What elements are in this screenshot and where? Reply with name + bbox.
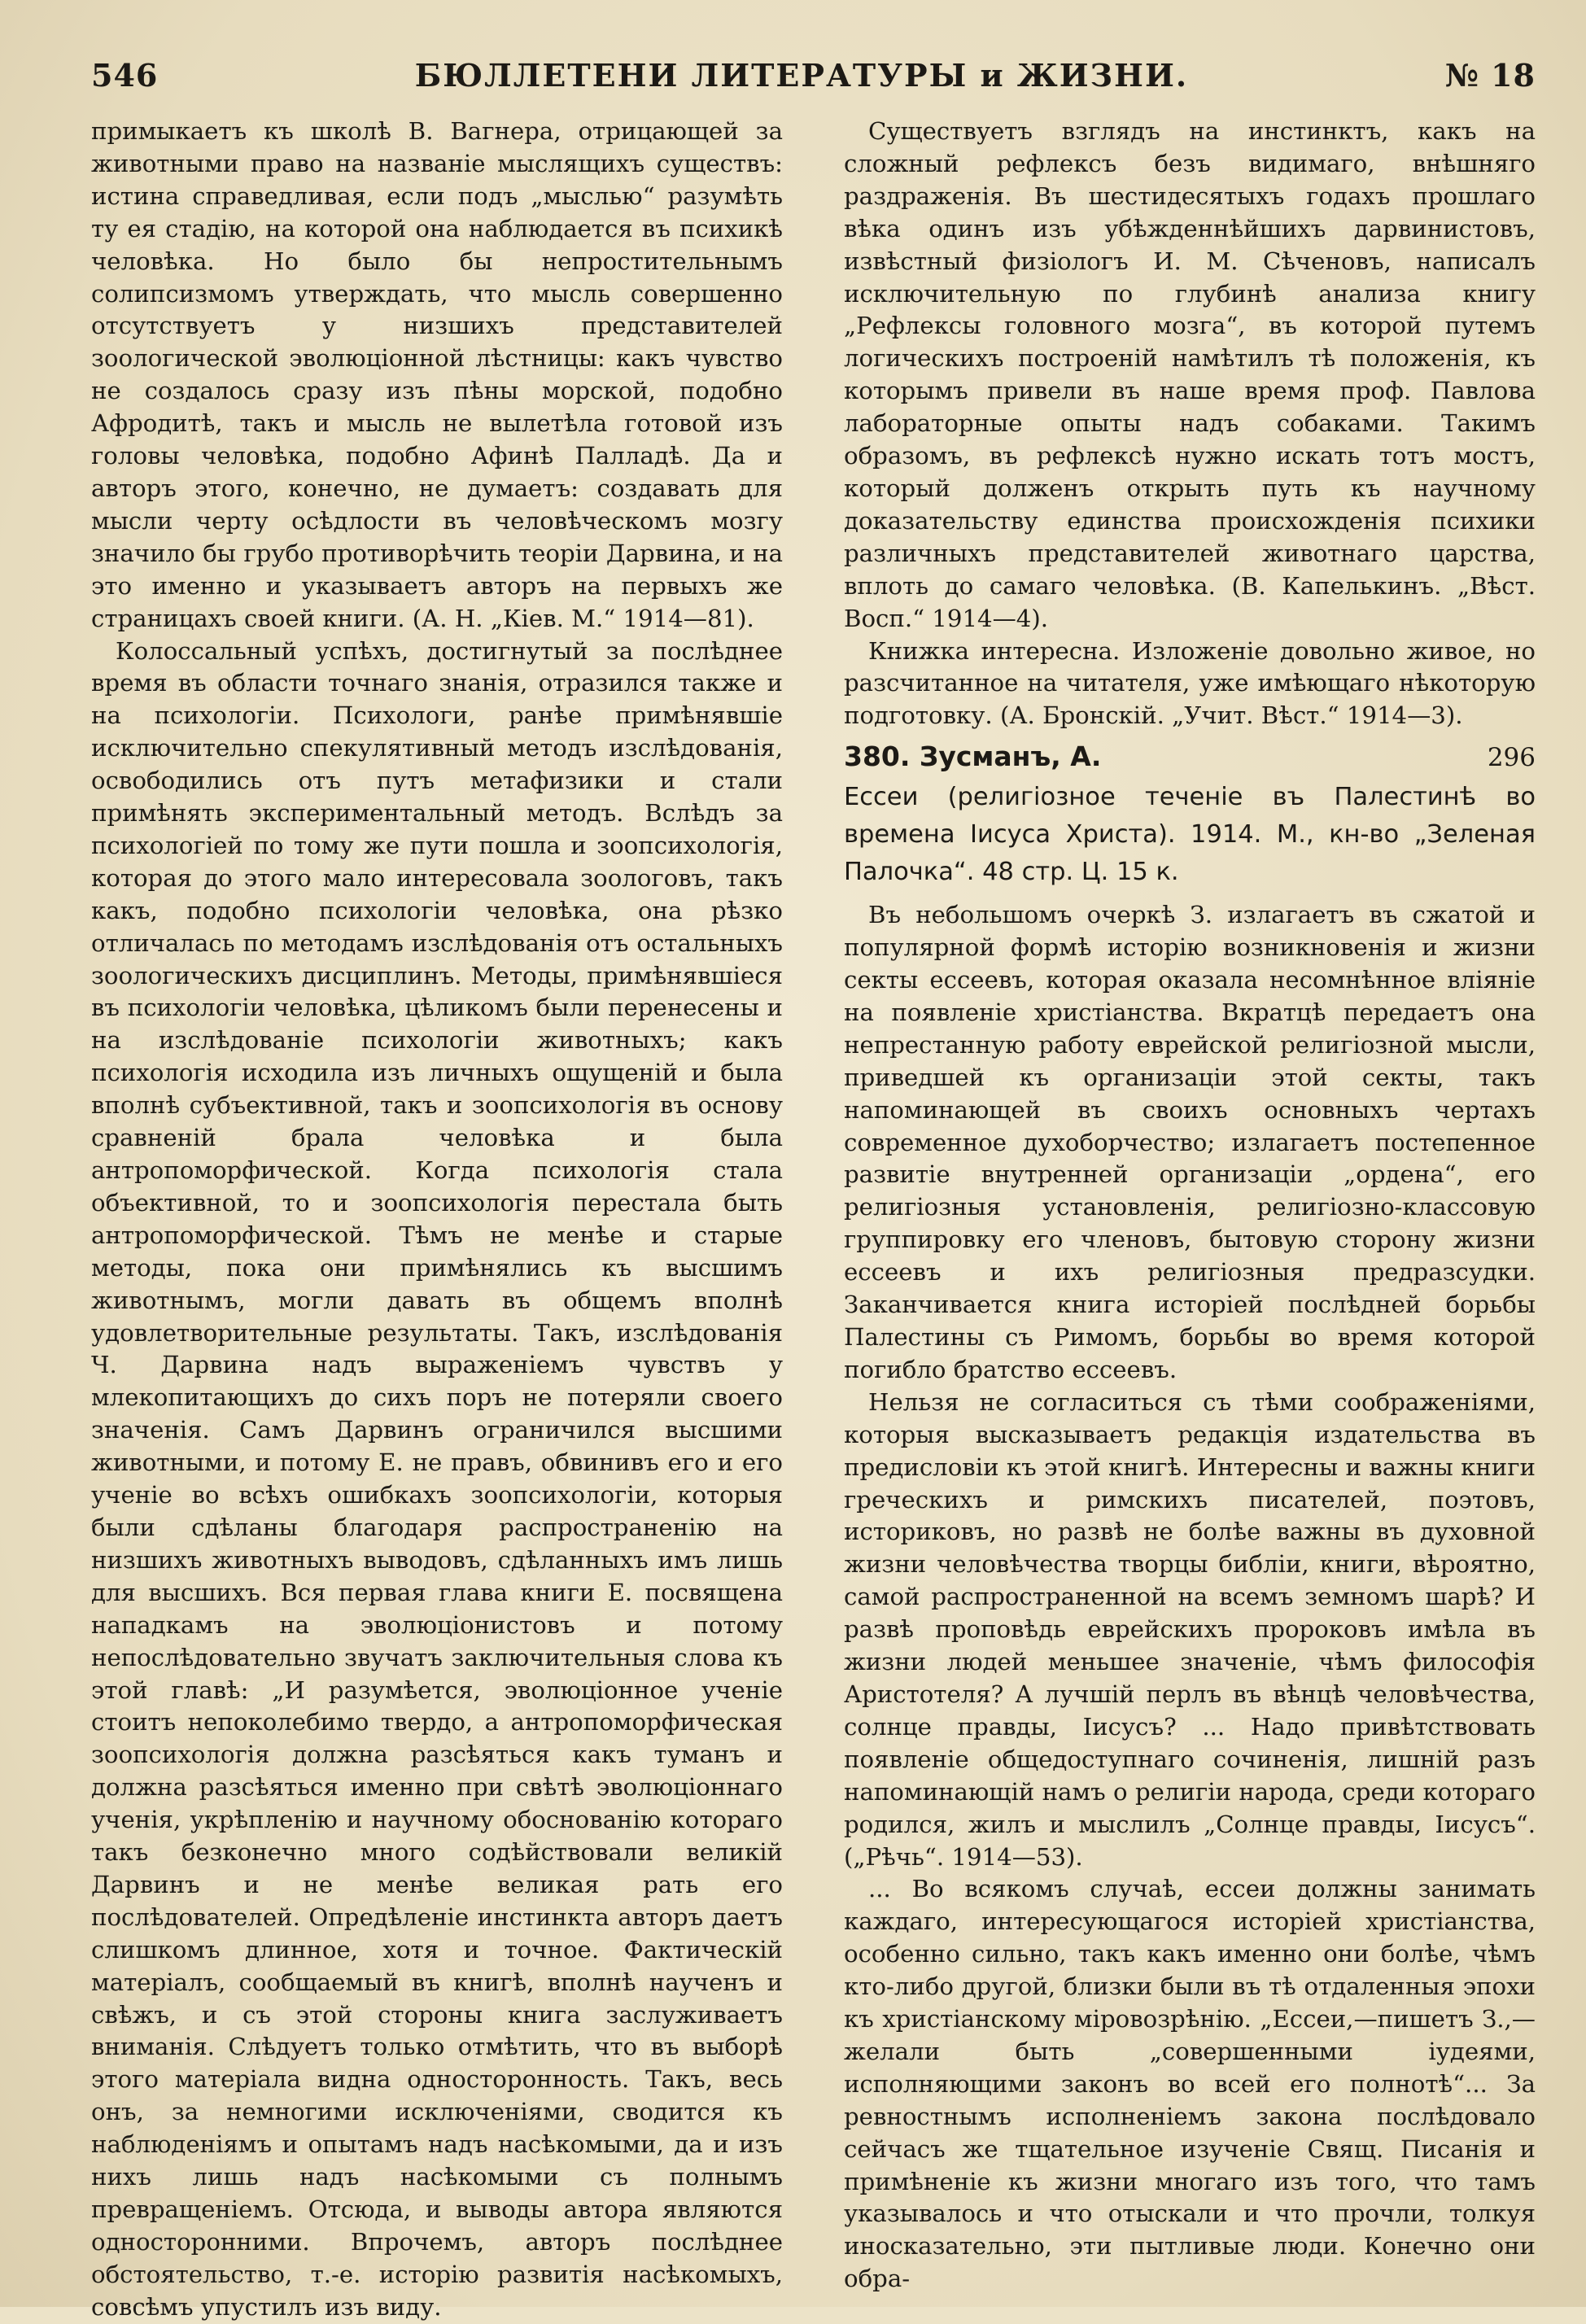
left-paragraph-2: Колоссальный успѣхъ, достигнутый за послѣднее время въ области точнаго знанія, отразился также и на психологіи. Психологи, ранѣе примѣнявшіе исключительно спекулятивный методъ изслѣдованія, освободились отъ путъ метафизики и стали примѣнять экспериментальный методъ. Вслѣдъ за психологіей по тому же пути пошла и зоопсихологія, которая до этого мало интересовала зоологовъ, такъ какъ, подобно психологіи человѣка, она рѣзко отличалась по методамъ изслѣдованія отъ остальныхъ зоологическихъ дисциплинъ. Методы, примѣнявшіеся въ психологіи человѣка, цѣликомъ были перенесены и на изслѣдованіе психологіи животныхъ; какъ психологія исходила изъ личныхъ ощущеній и была вполнѣ субъективной, такъ и зоопсихологія въ основу сравненій брала человѣка и была антропоморфической. Когда психологія стала объективной, то и зоопсихологія перестала быть антропоморфической. Тѣмъ не менѣе и старые методы, пока они примѣнялись къ высшимъ животнымъ, могли давать въ общемъ вполнѣ удовлетворительные результаты. Такъ, изслѣдованія Ч. Дарвина надъ выраженіемъ чувствъ у млекопитающихъ до сихъ поръ не потеряли своего значенія. Самъ Дарвинъ ограничился высшими животными, и потому Е. не правъ, обвинивъ его и его ученіе во всѣхъ ошибкахъ зоопсихологіи, которыя были сдѣланы благодаря распространенію на низшихъ животныхъ выводовъ, сдѣланныхъ имъ лишь для высшихъ. Вся первая глава книги Е. посвящена нападкамъ на эволюціонистовъ и потому непослѣдовательно звучатъ заключительныя слова къ этой главѣ: „И разумѣется, эволюціонное ученіе стоитъ непоколебимо твердо, а антропоморфическая зоопсихологія должна разсѣяться какъ туманъ и должна разсѣяться именно при свѣтѣ эволюціоннаго ученія, укрѣпленію и научному обоснованію котораго такъ безконечно много содѣйствовали великій Дарвинъ и не менѣе великая рать его послѣдователей. Опредѣленіе инстинкта авторъ даетъ слишкомъ длинное, хотя и точное. Фактическій матеріалъ, сообщаемый въ книгѣ, вполнѣ наученъ и свѣжъ, и съ этой стороны книга заслуживаетъ вниманія. Слѣдуетъ только отмѣтить, что въ выборѣ этого матеріала видна односторонность. Такъ, весь онъ, за немногими исключеніями, сводится къ наблюденіямъ и опытамъ надъ насѣкомыми, да и изъ нихъ лишь надъ насѣкомыми съ полнымъ превращеніемъ. Отсюда, и выводы автора являются односторонними. Впрочемъ, авторъ послѣднее обстоятельство, т.-е. исторію развитія насѣкомыхъ, совсѣмъ упустилъ изъ виду. bbox=[91, 636, 783, 2321]
entry-title: 380. Зусманъ, А. bbox=[844, 740, 1102, 773]
entry-bibliography: Ессеи (религіозное теченіе въ Палестинѣ во времена Іисуса Христа). 1914. М., кн-во „Зеленая Палочка“. 48 стр. Ц. 15 к. bbox=[844, 783, 1536, 887]
journal-title: БЮЛЛЕТЕНИ ЛИТЕРАТУРЫ и ЖИЗНИ. bbox=[414, 57, 1189, 94]
page-number: 546 bbox=[91, 57, 159, 94]
page-header bbox=[91, 57, 1536, 104]
right-paragraph-5: ... Во всякомъ случаѣ, ессеи должны занимать каждаго, интересующагося исторіей христіанства, особенно сильно, такъ какъ именно они болѣе, чѣмъ кто-либо другой, близки были въ тѣ отдаленныя эпохи къ христіанскому міровозрѣнію. „Ессеи,—пишетъ З.,—желали быть „совершенными іудеями, исполняющими законъ во всей его полнотѣ“... За ревностнымъ исполненіемъ закона послѣдовало сейчасъ же тщательное изученіе Свящ. Писанія и примѣненіе къ жизни многаго изъ того, что тамъ указывалось и что отыскали и что прочли, толкуя иносказательно, эти пытливые люди. Конечно они обра- bbox=[844, 1875, 1536, 2293]
issue-number: № 18 bbox=[1444, 57, 1536, 94]
text-columns bbox=[91, 116, 1536, 2324]
entry-code: 296 bbox=[1487, 743, 1536, 773]
right-column bbox=[844, 116, 1536, 2324]
right-paragraph-3: Въ небольшомъ очеркѣ З. излагаетъ въ сжатой и популярной формѣ исторію возникновенія и жизни секты ессеевъ, которая оказала несомнѣнное вліяніе на появленіе христіанства. Вкратцѣ передаетъ она непрестанную работу еврейской религіозной мысли, приведшей къ организаціи этой секты, такъ напоминающей въ своихъ основныхъ чертахъ современное духоборчество; излагаетъ постепенное развитіе внутренней организаціи „ордена“, его религіозныя установленія, религіозно-классовую группировку его членовъ, бытовую сторону жизни ессеевъ и ихъ религіозныя предразсудки. Заканчивается книга исторіей послѣдней борьбы Палестины съ Римомъ, борьбы во время которой погибло братство ессеевъ. bbox=[844, 901, 1536, 1383]
right-paragraph-4: Нельзя не согласиться съ тѣми соображеніями, которыя высказываетъ редакція издательства въ предисловіи къ этой книгѣ. Интересны и важны книги греческихъ и римскихъ писателей, поэтовъ, историковъ, но развѣ не болѣе важны въ духовной жизни человѣчества творцы библіи, книги, вѣроятно, самой распространенной на всемъ земномъ шарѣ? И развѣ проповѣдь еврейскихъ пророковъ имѣла въ жизни людей меньшее значеніе, чѣмъ философія Аристотеля? А лучшій перлъ въ вѣнцѣ человѣчества, солнце правды, Іисусъ? ... Надо привѣтствовать появленіе общедоступнаго сочиненія, лишній разъ напоминающій намъ о религіи народа, среди котораго родился, жилъ и мыслилъ „Солнце правды, Іисусъ“. („Рѣчь“. 1914—53). bbox=[844, 1387, 1536, 1871]
right-paragraph-2: Книжка интересна. Изложеніе довольно живое, но разсчитанное на читателя, уже имѣющаго нѣкоторую подготовку. (А. Бронскій. „Учит. Вѣст.“ 1914—3). bbox=[844, 636, 1536, 730]
entry-heading bbox=[844, 740, 1536, 772]
left-paragraph-1: примыкаетъ къ школѣ В. Вагнера, отрицающей за животными право на названіе мыслящихъ существъ: истина справедливая, если подъ „мыслью“ разумѣть ту ея стадію, на которой она наблюдается въ психикѣ человѣка. Но было бы непростительнымъ солипсизмомъ утверждать, что мысль совершенно отсутствуетъ у низшихъ представителей зоологической эволюціонной лѣстницы: какъ чувство не создалось сразу изъ пѣны морской, подобно Афродитѣ, такъ и мысль не вылетѣла готовой изъ головы человѣка, подобно Афинѣ Палладѣ. Да и авторъ этого, конечно, не думаетъ: создавать для мысли черту осѣдлости въ человѣческомъ мозгу значило бы грубо противорѣчить теоріи Дарвина, и на это именно и указываетъ авторъ на первыхъ же страницахъ своей книги. (А. Н. „Кіев. М.“ 1914—81). bbox=[91, 117, 783, 632]
right-paragraph-1: Существуетъ взглядъ на инстинктъ, какъ на сложный рефлексъ безъ видимаго, внѣшняго раздраженія. Въ шестидесятыхъ годахъ прошлаго вѣка одинъ изъ убѣжденнѣйшихъ дарвинистовъ, извѣстный физіологъ И. М. Сѣченовъ, написалъ исключительную по глубинѣ анализа книгу „Рефлексы головного мозга“, въ которой путемъ логическихъ построеній намѣтилъ тѣ положенія, къ которымъ привели въ наше время проф. Павлова лабораторные опыты надъ собаками. Такимъ образомъ, въ рефлексѣ нужно искать тотъ мостъ, который долженъ открыть путь къ научному доказательству единства происхожденія психики различныхъ представителей животнаго царства, вплоть до самаго человѣка. (В. Капелькинъ. „Вѣст. Восп.“ 1914—4). bbox=[844, 117, 1536, 632]
left-column bbox=[91, 116, 783, 2324]
